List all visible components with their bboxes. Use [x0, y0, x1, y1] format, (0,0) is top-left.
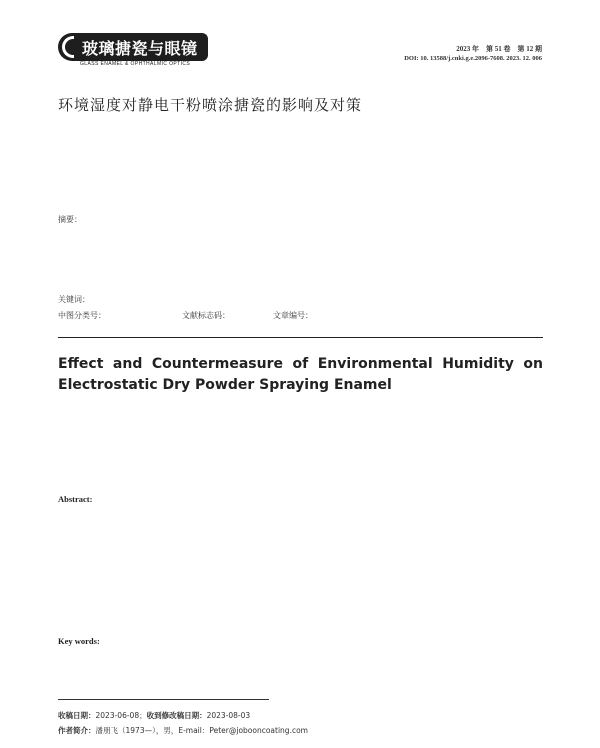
journal-title: 玻璃搪瓷与眼镜 [82, 39, 198, 58]
received-label: 收稿日期： [58, 711, 96, 720]
article-title-en-line2: Electrostatic Dry Powder Spraying Enamel [58, 377, 392, 393]
clc-label: 中图分类号： [58, 311, 106, 320]
article-no-label: 文章编号： [273, 311, 313, 320]
abstract-label-cn: 摘要： [58, 215, 82, 224]
article-title-cn: 环境湿度对静电干粉喷涂搪瓷的影响及对策 [58, 96, 363, 114]
abstract-label-en: Abstract: [58, 494, 93, 504]
revised-label: 收到修改稿日期： [146, 711, 207, 720]
issue-info: 2023 年 第 51 卷 第 12 期 [456, 45, 542, 53]
author-label: 作者简介： [58, 726, 96, 735]
keywords-label-en: Key words: [58, 636, 100, 646]
keywords-label-cn: 关键词： [58, 295, 90, 304]
revised-date: 2023-08-03 [206, 711, 251, 720]
received-footnote [58, 710, 250, 721]
journal-logo [58, 33, 208, 67]
received-date: 2023-06-08； [95, 711, 147, 720]
doi-link[interactable]: DOI: 10. 13588/j.cnki.g.e.2096-7608. 2023. 12. 006 [404, 55, 542, 62]
author-info: 潘朋飞（1973—），男，E-mail：Peter@jobooncoating.com [95, 726, 308, 735]
journal-subtitle: GLASS ENAMEL & OPHTHALMIC OPTICS [80, 61, 191, 67]
author-footnote [58, 725, 308, 736]
article-title-en [58, 354, 543, 396]
section-divider [58, 337, 543, 338]
footnote-divider [58, 699, 269, 700]
article-title-en-line1: Effect and Countermeasure of Environmental Humidity on [58, 356, 543, 372]
doc-code-label: 文献标志码： [182, 311, 230, 320]
